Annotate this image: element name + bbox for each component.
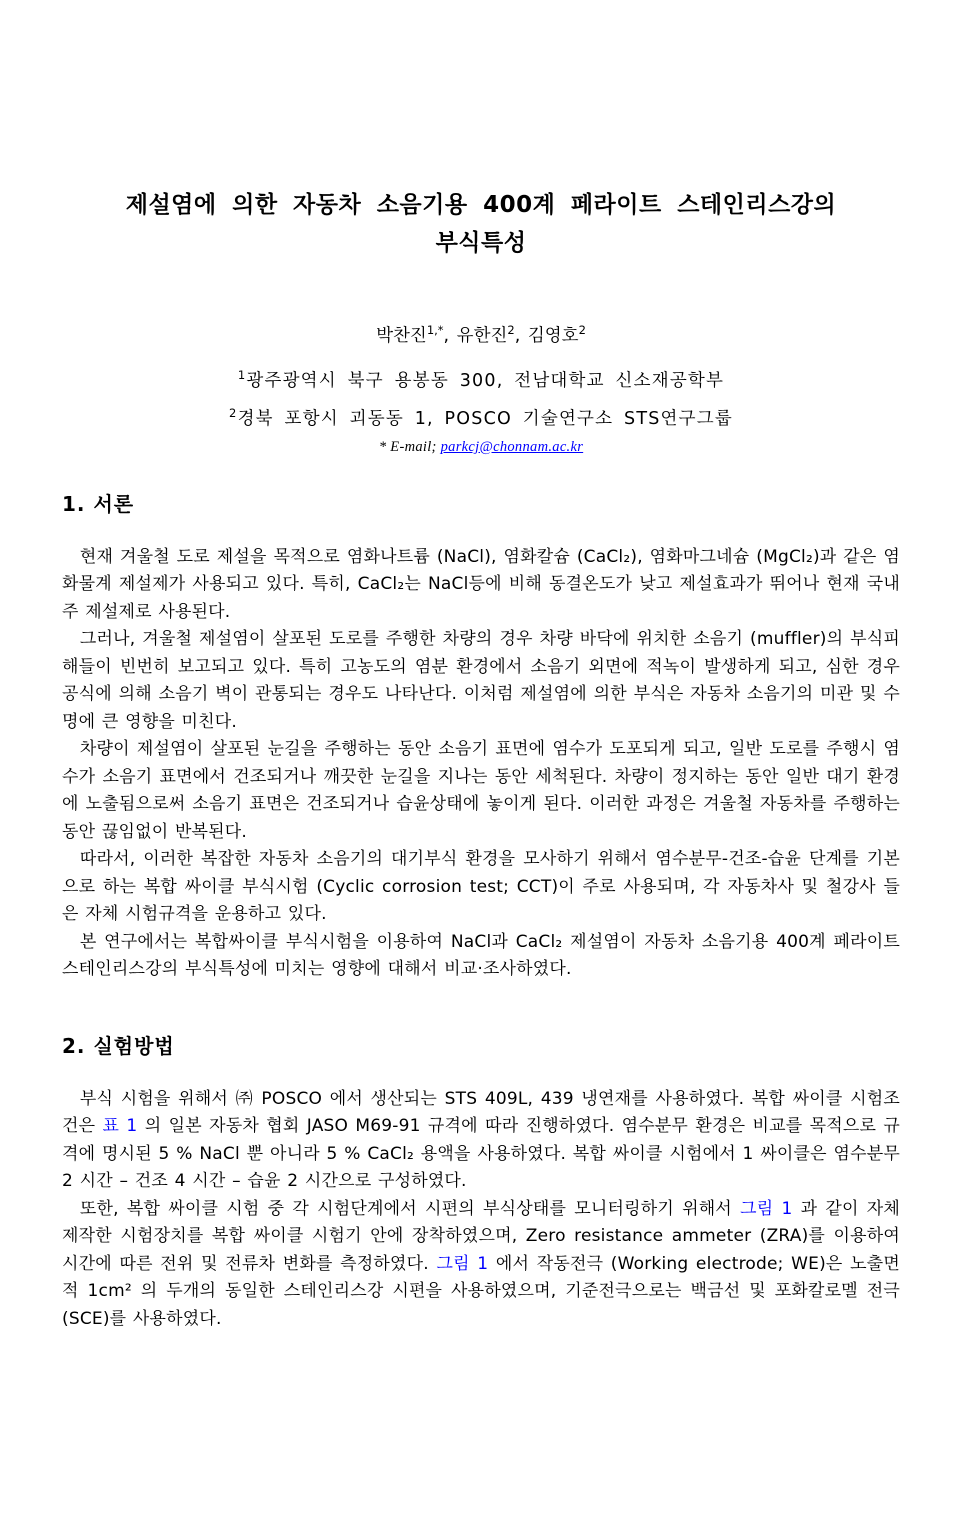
text-segment: 그러나, 겨울철 제설염이 살포된 도로를 주행한 차량의 경우 차량 바닥에 위치한 소음기 (muffler)의 부식피해들이 빈번히 보고되고 있다. 특히 고농도의 염분 환경에서 소음기 외면에 적녹이 발생하게 되고, 심한 경우 공식에 의해 소음기 벽이 관통되는 경우도 나타난다. 이처럼 제설염에 의한 부식은 자동차 소음기의 미관 및 수명에 큰 영향을 미친다. [62, 629, 900, 732]
section-body-introduction [62, 544, 900, 984]
method-paragraph-1 [62, 1086, 900, 1196]
email-label: * E-mail; [378, 438, 441, 455]
text-segment: 광주광역시 북구 용봉동 300, 전남대학교 신소재공학부 [246, 370, 725, 391]
text-segment: 또한, 복합 싸이클 시험 중 각 시험단계에서 시편의 부식상태를 모니터링하기 위해서 [79, 1198, 741, 1219]
intro-paragraph-5 [62, 929, 900, 984]
paper-title-line-2: 부식특성 [435, 230, 527, 256]
text-segment: 에서 작동전극 (Working electrode; WE)은 노출면적 1cm² 의 두개의 동일한 스테인리스강 시편을 사용하였으며, 기준전극으로는 백금선 및 포화칼로멜 전극 (SCE)를 사용하였다. [62, 1253, 900, 1329]
text-segment: 차량이 제설염이 살포된 눈길을 주행하는 동안 소음기 표면에 염수가 도포되게 되고, 일반 도로를 주행시 염수가 소음기 표면에서 건조되거나 깨끗한 눈길을 지나는 동안 세척된다. 차량이 정지하는 동안 일반 대기 환경에 노출됨으로써 소음기 표면은 건조되거나 습윤상태에 놓이게 된다. 이러한 과정은 겨울철 자동차를 주행하는 동안 끊임없이 반복된다. [62, 739, 900, 842]
section-heading-introduction: 1. 서론 [62, 491, 135, 516]
section-heading-experimental-method: 2. 실험방법 [62, 1033, 175, 1058]
text-segment: 의 일본 자동차 협회 JASO M69-91 규격에 따라 진행하였다. 염수분무 환경은 비교를 목적으로 규격에 명시된 5 % NaCl 뿐 아니라 5 % CaCl₂ 용액을 사용하였다. 복합 싸이클 시험에서 1 싸이클은 염수분무 2 시간 – 건조 4 시간 – 습윤 2 시간으로 구성하였다. [62, 1116, 900, 1192]
superscript-marker: 1,* [426, 323, 444, 338]
intro-paragraph-3 [62, 736, 900, 846]
text-segment: , 김영호 [514, 326, 579, 346]
intro-paragraph-1 [62, 544, 900, 627]
intro-paragraph-4 [62, 846, 900, 929]
text-segment: , 유한진 [443, 326, 508, 346]
cross-reference-link[interactable]: 그림 1 [436, 1253, 489, 1274]
text-segment: 박찬진 [376, 326, 427, 346]
text-segment: 본 연구에서는 복합싸이클 부식시험을 이용하여 NaCl과 CaCl₂ 제설염이 자동차 소음기용 400계 페라이트 스테인리스강의 부식특성에 미치는 영향에 대해서 비교·조사하였다. [62, 931, 900, 980]
cross-reference-link[interactable]: 표 1 [102, 1116, 138, 1137]
superscript-marker: 2 [578, 323, 586, 338]
intro-paragraph-2 [62, 626, 900, 736]
email-line [62, 439, 900, 456]
cross-reference-link[interactable]: 그림 1 [740, 1198, 793, 1219]
email-link[interactable]: parkcj@chonnam.ac.kr [440, 438, 584, 455]
superscript-marker: 1 [237, 368, 247, 382]
text-segment: 경북 포항시 괴동동 1, POSCO 기술연구소 STS연구그룹 [237, 408, 733, 429]
text-segment: 과 같이 자체 제작한 시험장치를 복합 싸이클 시험기 안에 장착하였으며, Zero resistance ammeter (ZRA)를 이용하여 시간에 따른 전위 및 전류차 변화를 측정하였다. [62, 1198, 900, 1274]
superscript-marker: 2 [507, 323, 515, 338]
text-segment: 부식 시험을 위해서 ㈜ POSCO 에서 생산되는 STS 409L, 439 냉연재를 사용하였다. 복합 싸이클 시험조건은 [62, 1088, 900, 1137]
text-segment: 현재 겨울철 도로 제설을 목적으로 염화나트륨 (NaCl), 염화칼슘 (CaCl₂), 염화마그네슘 (MgCl₂)과 같은 염화물계 제설제가 사용되고 있다. 특히, CaCl₂는 NaCl등에 비해 동결온도가 낮고 제설효과가 뛰어나 현재 국내 주 제설제로 사용된다. [62, 546, 900, 622]
paper-title-line-1: 제설염에 의한 자동차 소음기용 400계 페라이트 스테인리스강의 [125, 192, 837, 218]
affiliation-2 [62, 397, 900, 435]
text-segment: 따라서, 이러한 복잡한 자동차 소음기의 대기부식 환경을 모사하기 위해서 염수분무-건조-습윤 단계를 기본으로 하는 복합 싸이클 부식시험 (Cyclic corrosion test; CCT)이 주로 사용되며, 각 자동차사 및 철강사 들은 자체 시험규격을 운용하고 있다. [62, 849, 900, 925]
affiliation-1 [62, 359, 900, 397]
method-paragraph-2 [62, 1196, 900, 1334]
paper-title [62, 0, 900, 262]
section-body-experimental-method [62, 1086, 900, 1334]
authors-line [62, 322, 900, 347]
superscript-marker: 2 [229, 405, 238, 420]
